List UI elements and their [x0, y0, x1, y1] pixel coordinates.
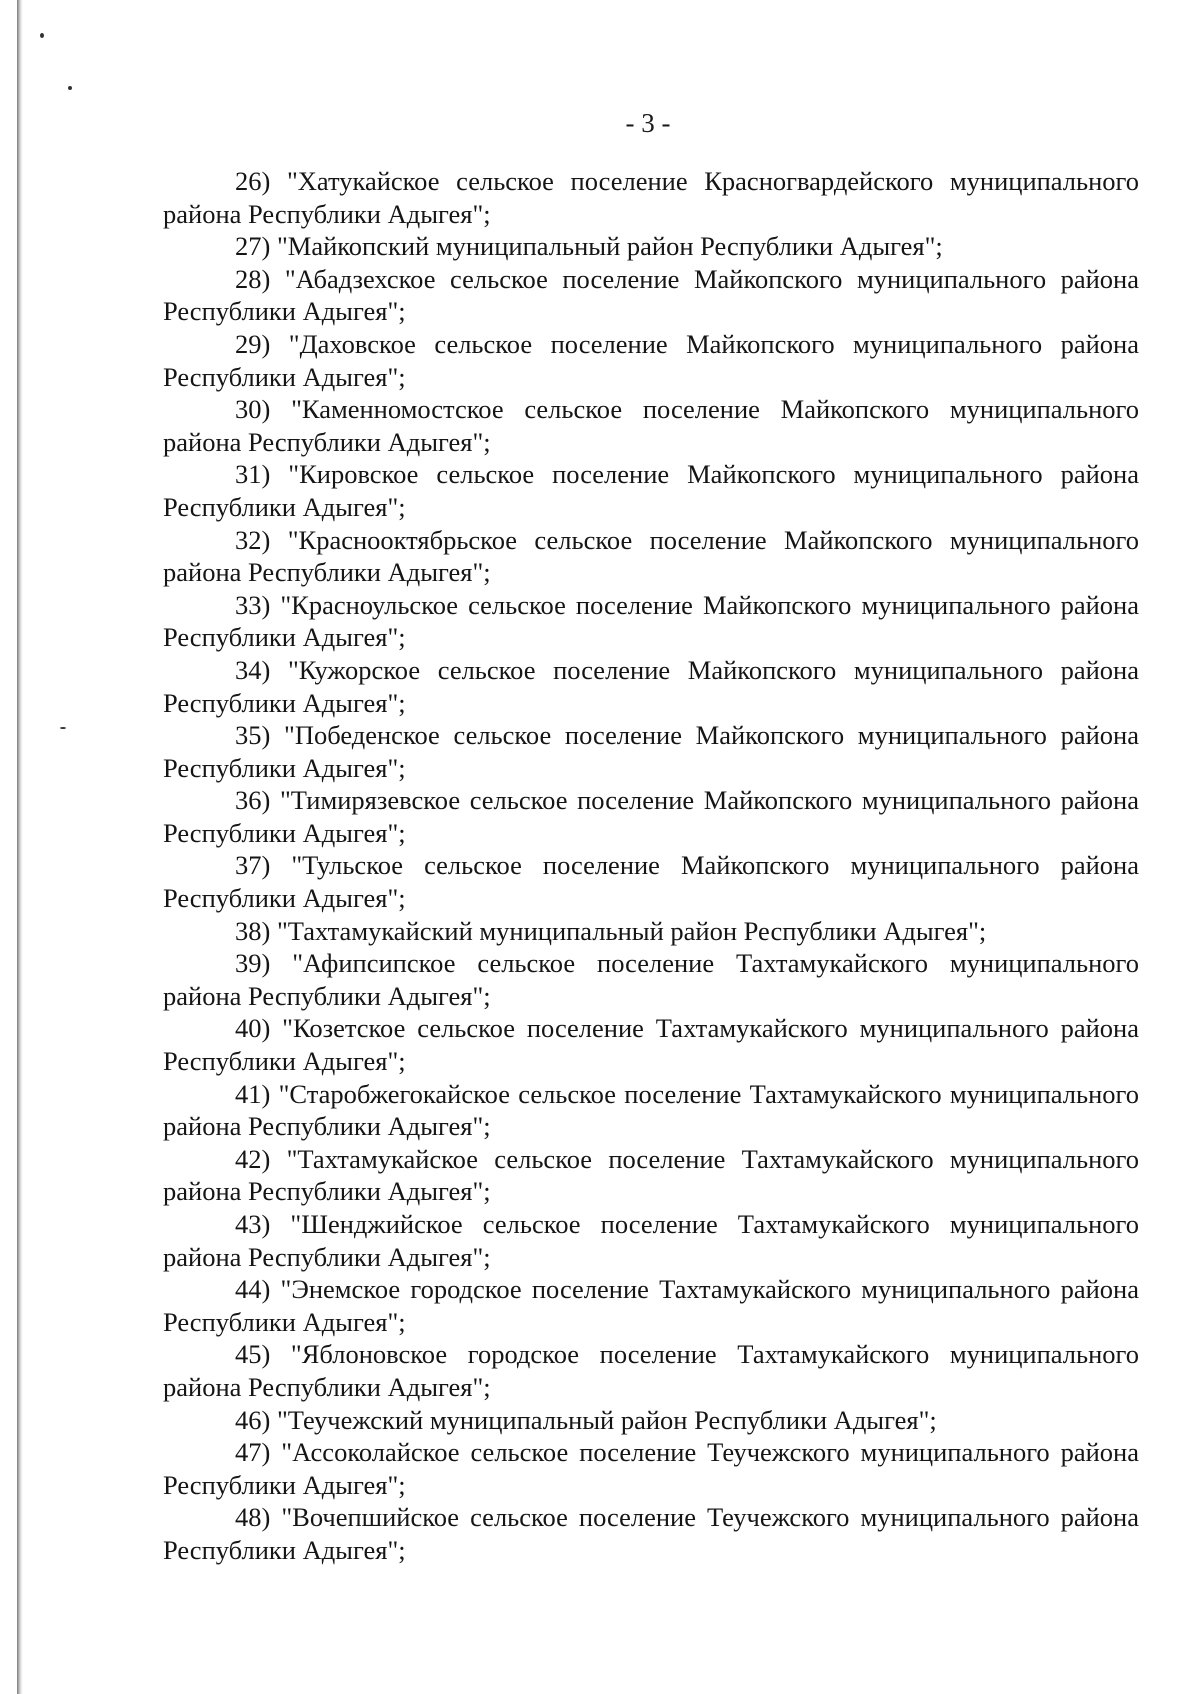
list-item: 33) "Красноульское сельское поселение Майкопского муниципального района Республики Адыгея"; [163, 589, 1139, 653]
list-item: 35) "Победенское сельское поселение Майкопского муниципального района Республики Адыгея"; [163, 720, 1139, 783]
list-item: 27) "Майкопский муниципальный район Республики Адыгея"; [235, 231, 943, 262]
list-item: 34) "Кужорское сельское поселение Майкопского муниципального района Республики Адыгея"; [163, 654, 1139, 718]
list-item: 44) "Энемское городское поселение Тахтамукайского муниципального района Республики Адыгея"; [163, 1274, 1139, 1337]
list-item: 42) "Тахтамукайское сельское поселение Тахтамукайского муниципального района Республики Адыгея"; [163, 1143, 1139, 1207]
enumerated-list [163, 165, 1139, 1567]
list-item: 32) "Краснооктябрьское сельское поселение Майкопского муниципального района Республики Адыгея"; [163, 524, 1139, 588]
page-number: - 3 - [625, 108, 671, 138]
list-item: 36) "Тимирязевское сельское поселение Майкопского муниципального района Республики Адыгея"; [163, 785, 1139, 848]
list-item: 45) "Яблоновское городское поселение Тахтамукайского муниципального района Республики Адыгея"; [163, 1339, 1139, 1402]
list-item: 26) "Хатукайское сельское поселение Красногвардейского муниципального района Республики Адыгея"; [163, 166, 1139, 229]
scan-binding-edge [17, 0, 23, 1694]
list-item: 38) "Тахтамукайский муниципальный район Республики Адыгея"; [235, 915, 987, 946]
list-item: 48) "Вочепшийское сельское поселение Теучежского муниципального района Республики Адыгея"; [163, 1502, 1139, 1565]
list-item: 31) "Кировское сельское поселение Майкопского муниципального района Республики Адыгея"; [163, 459, 1139, 522]
list-item: 43) "Шенджийское сельское поселение Тахтамукайского муниципального района Республики Адыгея"; [163, 1209, 1139, 1272]
scan-speck [40, 33, 44, 38]
list-item: 46) "Теучежский муниципальный район Республики Адыгея"; [235, 1404, 937, 1435]
list-item: 28) "Абадзехское сельское поселение Майкопского муниципального района Республики Адыгея"; [163, 263, 1139, 327]
list-item: 30) "Каменномостское сельское поселение Майкопского муниципального района Республики Адыгея"; [163, 394, 1139, 457]
list-item: 29) "Даховское сельское поселение Майкопского муниципального района Республики Адыгея"; [163, 328, 1139, 392]
list-item: 47) "Ассоколайское сельское поселение Теучежского муниципального района Республики Адыгея"; [163, 1437, 1139, 1500]
list-item: 41) "Старобжегокайское сельское поселение Тахтамукайского муниципального района Республики Адыгея"; [163, 1078, 1139, 1142]
list-item: 39) "Афипсипское сельское поселение Тахтамукайского муниципального района Республики Адыгея"; [163, 948, 1139, 1011]
scan-speck [60, 727, 66, 729]
list-item: 40) "Козетское сельское поселение Тахтамукайского муниципального района Республики Адыгея"; [163, 1013, 1139, 1077]
scan-speck [68, 86, 72, 90]
list-item: 37) "Тульское сельское поселение Майкопского муниципального района Республики Адыгея"; [163, 850, 1139, 914]
